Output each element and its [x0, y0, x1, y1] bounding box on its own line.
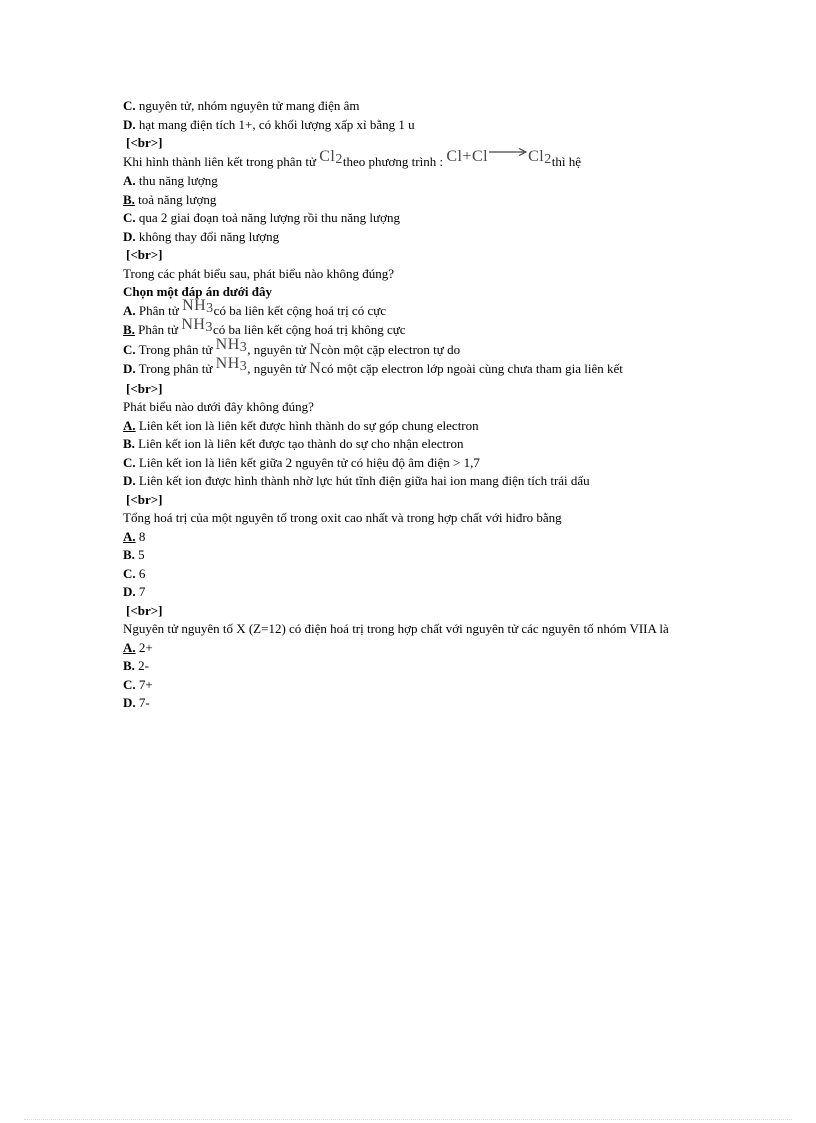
option-text: có ba liên kết cộng hoá trị có cực: [213, 302, 387, 318]
stem-text: thì hệ: [551, 153, 581, 169]
option-label: A.: [123, 302, 136, 318]
separator: [<br>]: [126, 602, 163, 618]
formula-subscript: 3: [206, 300, 214, 316]
option-b: [123, 657, 773, 676]
option-label: B.: [123, 191, 135, 207]
question-stem: Tổng hoá trị của một nguyên tố trong oxit cao nhất và trong hợp chất với hiđro bằng: [123, 510, 562, 525]
option-d: [123, 355, 773, 380]
formula-text: Cl: [528, 147, 545, 165]
formula-cl2: [319, 148, 343, 165]
option-label: A.: [123, 173, 136, 188]
option-label: A.: [123, 528, 136, 544]
option-label: B.: [123, 547, 135, 562]
option-label: A.: [123, 417, 136, 433]
option-label: D.: [123, 473, 136, 488]
option-text: 5: [134, 547, 145, 562]
option-label: D.: [123, 116, 136, 132]
option-text: Phân tử: [135, 302, 183, 318]
question-stem: Trong các phát biểu sau, phát biểu nào không đúng?: [123, 265, 395, 281]
option-label: B.: [123, 658, 135, 673]
option-list: [123, 639, 773, 713]
option-label: D.: [123, 228, 136, 244]
option-text: hạt mang điện tích 1+, có khối lượng xấp xỉ bằng 1 u: [135, 116, 415, 132]
option-text: qua 2 giai đoạn toả năng lượng rồi thu năng lượng: [135, 210, 400, 225]
formula-text: NH: [182, 296, 207, 314]
option-label: D.: [123, 584, 136, 599]
option-a: [123, 296, 773, 322]
option-text: , nguyên tử: [247, 341, 310, 357]
option-text: 7: [135, 584, 146, 599]
option-text: Liên kết ion là liên kết giữa 2 nguyên tử có hiệu độ âm điện > 1,7: [135, 454, 480, 470]
option-text: 6: [135, 565, 146, 581]
formula-text: NH: [215, 335, 240, 353]
formula-text: NH: [215, 355, 240, 372]
option-label: C.: [123, 210, 136, 225]
option-a: [123, 639, 773, 658]
option-label: C.: [123, 98, 136, 113]
option-text: không thay đổi năng lượng: [135, 228, 280, 244]
option-d: [123, 694, 773, 713]
option-list: [123, 528, 773, 602]
formula-nh3: [216, 355, 248, 372]
option-text: 7-: [135, 695, 150, 710]
option-c: [123, 209, 773, 228]
formula-subscript: 3: [239, 339, 248, 355]
option-text: có ba liên kết cộng hoá trị không cực: [212, 322, 406, 337]
formula-n: N: [309, 340, 322, 358]
option-text: Trong phân tử: [135, 361, 216, 376]
option-text: 2+: [135, 639, 153, 655]
option-label: C.: [123, 676, 136, 692]
option-text: còn một cặp electron tự do: [321, 341, 461, 357]
option-label: C.: [123, 565, 136, 581]
option-label: B.: [123, 436, 135, 451]
option-c: [123, 97, 773, 116]
reaction-equation: [446, 148, 551, 165]
formula-text: NH: [181, 316, 206, 333]
option-text: nguyên tử, nhóm nguyên tử mang điện âm: [135, 98, 360, 113]
option-d: [123, 472, 773, 491]
option-text: có một cặp electron lớp ngoài cùng chưa tham gia liên kết: [321, 361, 623, 376]
option-d: [123, 583, 773, 602]
question-stem: Phát biểu nào dưới đây không đúng?: [123, 399, 314, 414]
option-b: [123, 435, 773, 454]
separator: [<br>]: [126, 135, 163, 150]
separator: [<br>]: [126, 491, 163, 507]
option-text: 8: [135, 528, 146, 544]
formula-text: Cl+Cl: [446, 147, 489, 165]
option-text: , nguyên tử: [247, 361, 310, 376]
reaction-arrow-icon: [488, 147, 528, 157]
option-text: 7+: [135, 676, 153, 692]
option-text: Liên kết ion là liên kết được hình thành do sự góp chung electron: [135, 417, 479, 433]
formula-subscript: 3: [205, 320, 213, 335]
option-text: thu năng lượng: [135, 173, 218, 188]
option-label: C.: [123, 454, 136, 470]
option-list: [123, 417, 773, 491]
option-c: [123, 676, 773, 695]
option-text: 2-: [134, 658, 150, 673]
option-label: B.: [123, 322, 135, 337]
formula-subscript: 2: [335, 151, 343, 167]
question-stem: Nguyên tử nguyên tố X (Z=12) có điện hoá trị trong hợp chất với nguyên tử các nguyên tố nhóm VIIA là: [123, 621, 669, 636]
formula-n: N: [309, 360, 322, 377]
option-label: D.: [123, 695, 136, 710]
instruction: Chọn một đáp án dưới đây: [123, 284, 273, 299]
stem-text: theo phương trình :: [342, 153, 447, 169]
separator: [<br>]: [126, 380, 163, 396]
formula-subscript: 2: [544, 151, 552, 167]
option-label: D.: [123, 361, 136, 376]
document-page: [123, 97, 773, 713]
formula-subscript: 3: [239, 359, 248, 374]
option-a: [123, 417, 773, 436]
option-label: C.: [123, 341, 136, 357]
formula-nh3: [182, 297, 214, 314]
option-d: [123, 228, 773, 247]
formula-text: Cl: [319, 147, 336, 165]
option-text: Liên kết ion là liên kết được tạo thành do sự cho nhận electron: [134, 436, 464, 451]
formula-nh3: [181, 316, 213, 333]
option-label: A.: [123, 639, 136, 655]
separator: [<br>]: [126, 247, 163, 262]
formula-nh3: [216, 336, 248, 353]
page-border: [24, 1119, 792, 1120]
option-text: Phân tử: [134, 322, 182, 337]
option-text: Trong phân tử: [135, 341, 216, 357]
stem-text: Khi hình thành liên kết trong phân tử: [123, 153, 320, 169]
option-a: [123, 528, 773, 547]
option-a: [123, 172, 773, 191]
option-d: [123, 116, 773, 135]
option-text: Liên kết ion được hình thành nhờ lực hút tĩnh điện giữa hai ion mang điện tích trái dấu: [135, 473, 590, 488]
option-text: toả năng lượng: [134, 191, 217, 207]
option-c: [123, 454, 773, 473]
option-b: [123, 546, 773, 565]
option-c: [123, 565, 773, 584]
question-stem: [123, 147, 773, 173]
option-list: [123, 172, 773, 246]
option-b: [123, 191, 773, 210]
